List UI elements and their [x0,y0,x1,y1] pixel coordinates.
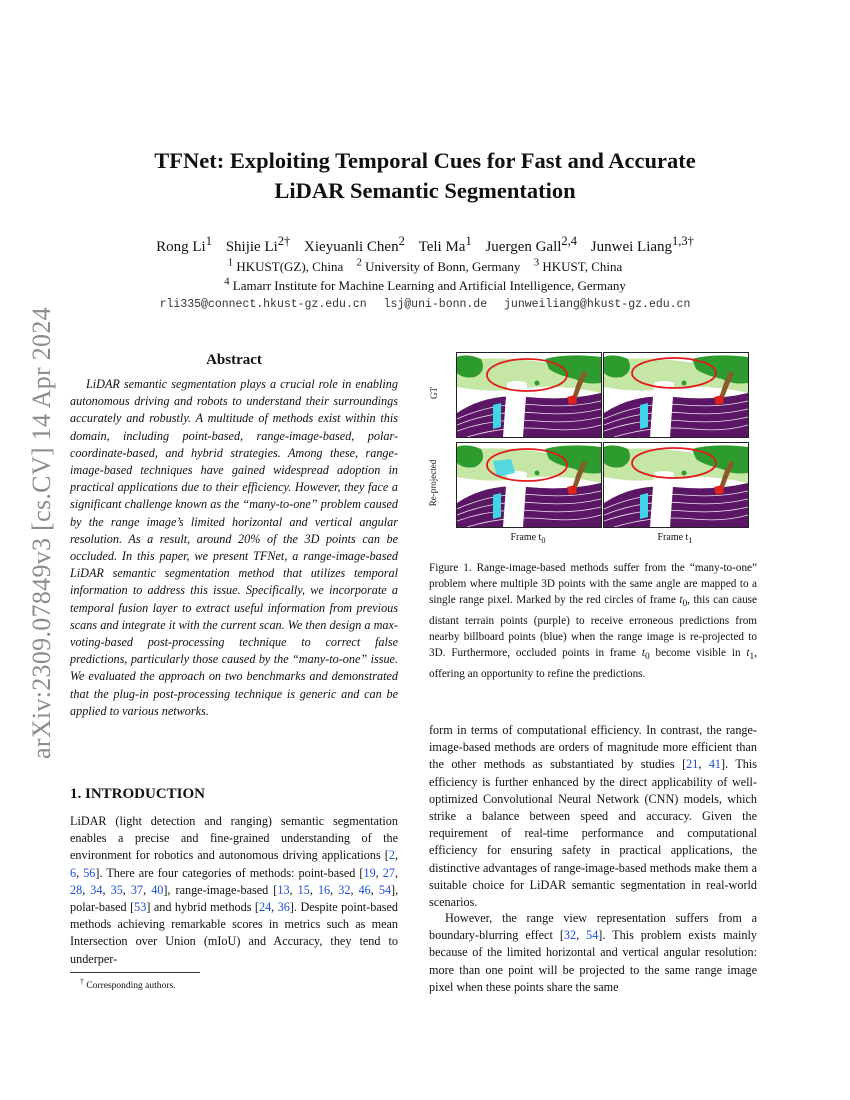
affiliation: $^2$ University of Bonn, Germany [356,257,521,275]
abstract-text: LiDAR semantic segmentation plays a crucial role in enabling autonomous driving and robots to understand their surroundings accurately and robustly. A multitude of methods exist within this domain, including point-based, range-image-based, polar-coordinate-based, and hybrid strategies. Among these, range-image-based techniques have gained widespread adoption in practical applications due to their efficiency. However, they face a significant challenge known as the “many-to-one” problem caused by the range image’s limited horizontal and vertical angular resolution. As a result, around 20% of the 3D points can be occluded. In this paper, we present TFNet, a range-image-based LiDAR semantic segmentation method that utilizes temporal information to address this issue. Specifically, we incorporate a temporal fusion layer to extract useful information from previous scans and integrate it with the current scan. We then design a max-voting-based post-processing technique to correct false predictions, particularly those caused by the “many-to-one” issue. We evaluated the approach on two benchmarks and demonstrated that the plug-in post-processing technique is generic and can be applied to various networks. [70,377,398,718]
affiliations-line-1 [70,257,780,275]
citation-link[interactable]: 28 [70,882,83,897]
author: Xieyuanli Chen$^2$ [304,234,405,255]
citation-link[interactable]: 40 [151,882,164,897]
author-list [70,234,780,256]
figure-1-caption: Figure 1. Range-image-based methods suffer from the “many-to-one” problem where multiple 3D points with the same angle are mapped to a single range pixel. Marked by the red circles of frame $t_0$, this can cause distant terrain points (purple) to receive erroneous predictions from nearby billboard points (blue) when the range image is re-projected to 3D. Furthermore, occluded points in frame $t_0$ become visible in $t_1$, offering an opportunity to refine the predictions. [429,562,757,680]
row-label-gt: GT [429,387,439,399]
title-line-2: LiDAR Semantic Segmentation [274,178,576,203]
citation-link[interactable]: 37 [130,882,144,897]
right-column-paragraph-1: form in terms of computational efficiency. In contrast, the range-image-based methods are orders of magnitude more efficient than the other methods as substantiated by studies [21, 41]. This efficiency is further enhanced by the direct applicability of well-optimized Convolutional Neural Network (CNN) models, which strike a balance between speed and accuracy. Given the requirement of real-time performance and computational efficiency for ensuring safety in practical applications, the distinctive advantages of range-image-based methods make them a suitable choice for LiDAR semantic segmentation in real-world scenarios. [429,723,758,910]
citation-link[interactable]: 2 [388,848,395,863]
lidar-scan-image [604,353,748,437]
citation-link[interactable]: 54 [586,928,599,943]
citation-link[interactable]: 24 [258,900,272,915]
frame-label-t1: Frame $t_1$ [657,532,693,545]
citation-link[interactable]: 34 [90,882,103,897]
citation-link[interactable]: 32 [563,928,577,943]
citation-link[interactable]: 41 [708,757,722,772]
panel-reprojected-frame-t1 [603,442,749,528]
email-list [70,298,780,311]
citation-link[interactable]: 19 [363,865,376,880]
author: Rong Li$^1$ [156,234,212,255]
affiliation: $^4$ Lamarr Institute for Machine Learning and Artificial Intelligence, Germany [224,276,626,294]
arxiv-identifier: arXiv:2309.07849v3 [cs.CV] 14 Apr 2024 [27,307,56,759]
author: Junwei Liang$^{1,3\dagger}$ [590,234,694,255]
citation-link[interactable]: 35 [110,882,123,897]
affiliation: $^3$ HKUST, China [533,257,623,275]
email: rli335@connect.hkust-gz.edu.cn [159,298,367,311]
paper-title [70,146,780,206]
citation-link[interactable]: 13 [277,882,290,897]
citation-link[interactable]: 16 [317,882,331,897]
abstract-heading: Abstract [206,352,262,368]
citation-link[interactable]: 21 [686,757,699,772]
citation-link[interactable]: 46 [358,882,371,897]
panel-gt-frame-t0 [456,352,602,438]
right-column-paragraph-2: However, the range view representation suffers from a boundary-blurring effect [32, 54]. This problem exists mainly because of the limited horizontal and vertical angular resolution: more than one point will be projected to the same range image pixel when these points share the same [429,911,757,994]
citation-link[interactable]: 6 [70,865,77,880]
footnote: † Corresponding authors. [80,977,176,992]
affiliations-line-2 [70,276,780,294]
panel-gt-frame-t1 [603,352,749,438]
arxiv-sidebar-stamp [22,288,62,778]
affiliation: $^1$ HKUST(GZ), China [227,257,344,275]
citation-link[interactable]: 36 [277,900,290,915]
lidar-scan-image [457,443,601,527]
panel-reprojected-frame-t0 [456,442,602,528]
citation-link[interactable]: 54 [378,882,392,897]
row-label-reprojected: Re-projected [428,459,439,507]
citation-link[interactable]: 27 [382,865,395,880]
lidar-scan-image [457,353,601,437]
footnote-rule [70,972,200,973]
author: Teli Ma$^1$ [418,234,472,255]
citation-link[interactable]: 53 [134,900,147,915]
figure-1 [428,352,750,552]
author: Shijie $Li^{2\dagger}$ [225,234,291,255]
intro-paragraph: LiDAR (light detection and ranging) semantic segmentation enables a precise and fine-grained understanding of the environment for robotics and autonomous driving applications [2, 6, 56]. There are four categories of methods: point-based [19, 27, 28, 34, 35, 37, 40], range-image-based [13, 15, 16, 32, 46, 54], polar-based [53] and hybrid methods [24, 36]. Despite point-based methods achieving remarkable scores in metrics such as mean Intersection over Union (mIoU) and Accuracy, they tend to underper- [70,814,399,966]
citation-link[interactable]: 15 [297,882,310,897]
intro-heading: 1. INTRODUCTION [70,786,206,802]
email: lsj@uni-bonn.de [383,298,488,311]
lidar-scan-image [604,443,748,527]
citation-link[interactable]: 56 [83,865,96,880]
email: junweiliang@hkust-gz.edu.cn [504,298,691,311]
frame-label-t0: Frame $t_0$ [510,532,546,545]
author: Juergen Gall$^{2,4}$ [485,234,578,255]
title-line-1: TFNet: Exploiting Temporal Cues for Fast and Accurate [154,148,696,173]
citation-link[interactable]: 32 [338,882,351,897]
